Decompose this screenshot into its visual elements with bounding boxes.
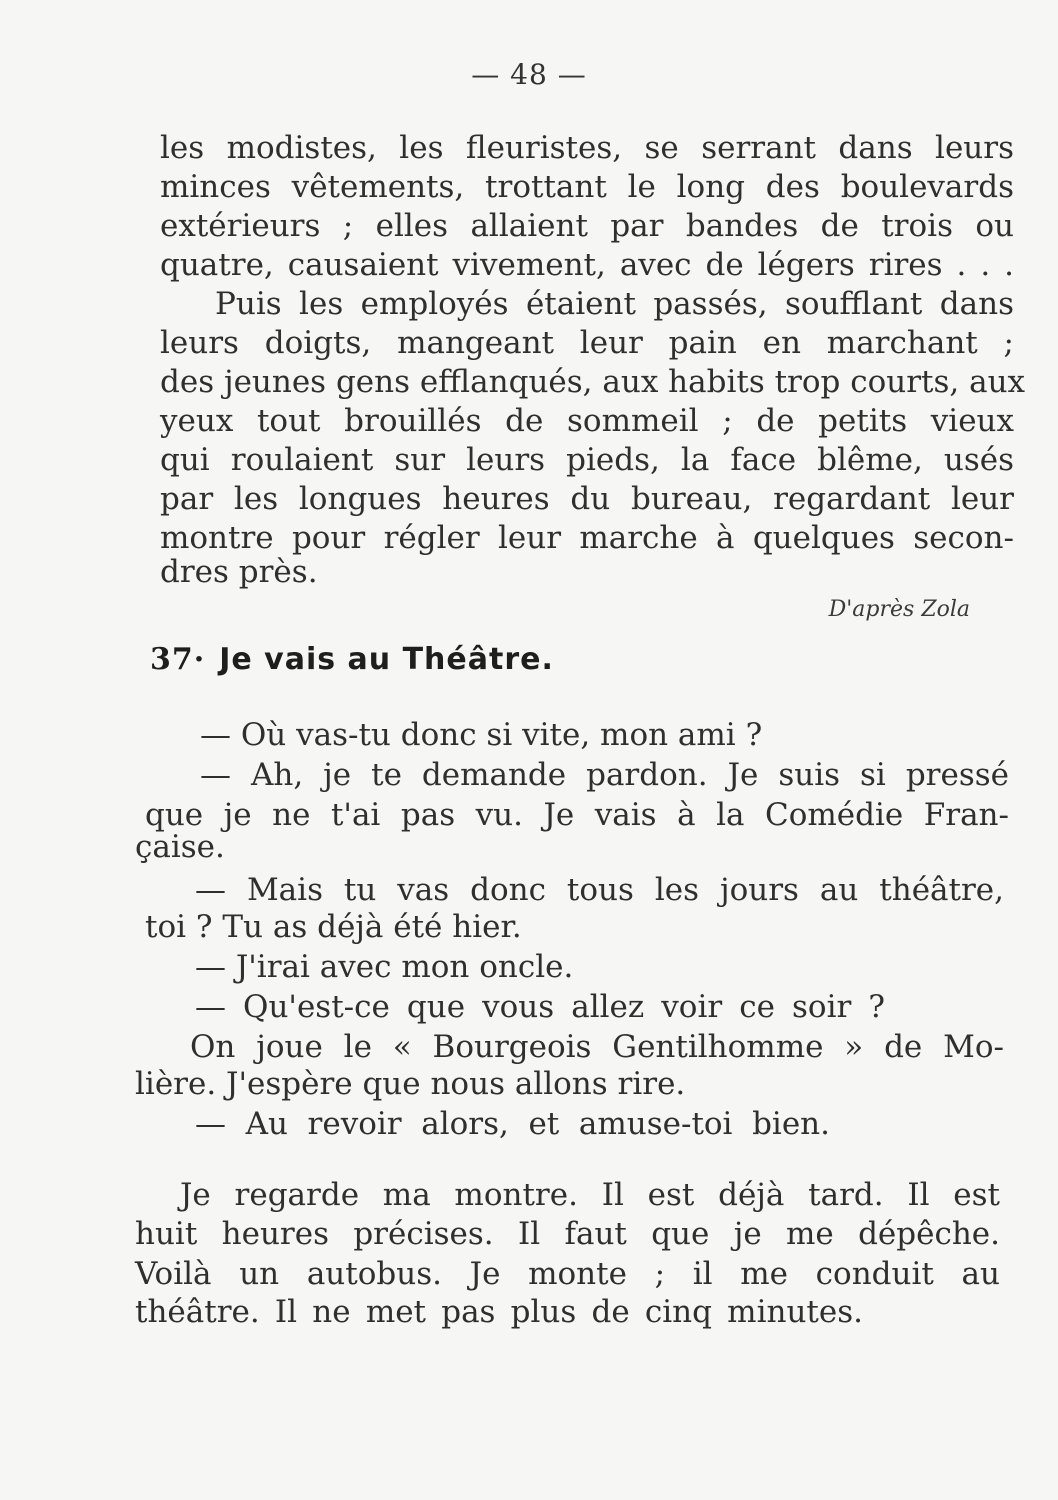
text-line: montre pour régler leur marche à quelques secon- <box>160 520 1014 556</box>
dialogue-line: On joue le « Bourgeois Gentilhomme » de Mo- <box>190 1029 1004 1065</box>
text-line: quatre, causaient vivement, avec de légers rires . . . <box>160 247 1014 283</box>
text-line: Voilà un autobus. Je monte ; il me conduit au <box>135 1256 1000 1292</box>
text-line: les modistes, les fleuristes, se serrant dans leurs <box>160 130 1014 166</box>
text-line: Je regarde ma montre. Il est déjà tard. Il est <box>180 1177 1000 1213</box>
text-line: leurs doigts, mangeant leur pain en marchant ; <box>160 325 1014 361</box>
section-number: 37· <box>150 642 206 677</box>
text-line: qui roulaient sur leurs pieds, la face blême, usés <box>160 442 1014 478</box>
dialogue-line: toi ? Tu as déjà été hier. <box>145 909 522 945</box>
text-line: des jeunes gens efflanqués, aux habits trop courts, aux <box>160 364 1026 400</box>
section-heading <box>150 642 554 677</box>
attribution: D'après Zola <box>828 597 970 622</box>
dialogue-line: çaise. <box>135 829 225 865</box>
text-line: Puis les employés étaient passés, soufflant dans <box>215 286 1014 322</box>
dialogue-line: lière. J'espère que nous allons rire. <box>135 1066 686 1102</box>
text-line: théâtre. Il ne met pas plus de cinq minutes. <box>135 1294 863 1330</box>
dialogue-line: — Qu'est-ce que vous allez voir ce soir ? <box>195 989 885 1025</box>
dialogue-line: — Ah, je te demande pardon. Je suis si pressé <box>200 757 1009 793</box>
text-line: minces vêtements, trottant le long des boulevards <box>160 169 1014 205</box>
dialogue-line: — Au revoir alors, et amuse-toi bien. <box>195 1106 830 1142</box>
dialogue-line: — J'irai avec mon oncle. <box>195 949 574 985</box>
page-number: — 48 — <box>471 58 587 91</box>
dialogue-line: — Où vas-tu donc si vite, mon ami ? <box>200 717 763 753</box>
text-line: par les longues heures du bureau, regardant leur <box>160 481 1014 517</box>
text-line: yeux tout brouillés de sommeil ; de petits vieux <box>160 403 1014 439</box>
text-line: dres près. <box>160 554 318 590</box>
section-title: Je vais au Théâtre. <box>219 642 554 677</box>
dialogue-line: — Mais tu vas donc tous les jours au théâtre, <box>195 872 1004 908</box>
text-line: huit heures précises. Il faut que je me dépêche. <box>135 1216 1000 1252</box>
text-line: extérieurs ; elles allaient par bandes de trois ou <box>160 208 1014 244</box>
dialogue-line: que je ne t'ai pas vu. Je vais à la Comédie Fran- <box>145 797 1009 833</box>
